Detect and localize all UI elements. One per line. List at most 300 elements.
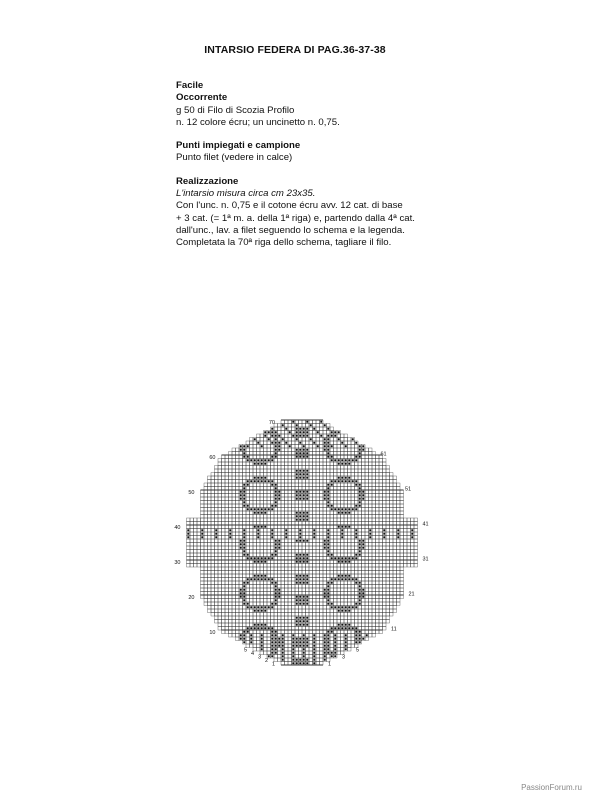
chart-cell [316,487,320,491]
chart-cell [278,455,282,459]
chart-filled-cell [355,641,357,643]
chart-cell [355,599,359,603]
chart-cell [383,469,387,473]
chart-cell [285,567,289,571]
chart-cell [288,511,292,515]
chart-cell [372,504,376,508]
chart-cell [334,599,338,603]
chart-filled-cell [254,477,256,479]
chart-filled-cell [338,508,340,510]
chart-cell [201,567,205,571]
chart-filled-cell [261,645,263,647]
chart-filled-cell [296,582,298,584]
chart-cell [369,546,373,550]
chart-cell [292,448,296,452]
chart-filled-cell [352,557,354,559]
chart-cell [341,539,345,543]
chart-cell [379,543,383,547]
chart-cell [330,616,334,620]
chart-filled-cell [299,645,301,647]
chart-cell [281,420,285,424]
chart-cell [334,630,338,634]
chart-cell [260,571,264,575]
chart-cell [215,487,219,491]
chart-cell [355,487,359,491]
chart-cell [264,494,268,498]
chart-cell [376,578,380,582]
chart-cell [246,539,250,543]
chart-cell [306,522,310,526]
chart-filled-cell [271,435,273,437]
chart-cell [232,473,236,477]
chart-cell [376,553,380,557]
chart-cell [320,452,324,456]
chart-cell [372,571,376,575]
chart-cell [344,543,348,547]
chart-filled-cell [271,655,273,657]
chart-cell [309,560,313,564]
chart-cell [236,515,240,519]
chart-filled-cell [250,508,252,510]
chart-filled-cell [254,459,256,461]
chart-cell [299,550,303,554]
chart-cell [260,553,264,557]
chart-cell [292,592,296,596]
chart-filled-cell [303,498,305,500]
chart-cell [309,476,313,480]
chart-cell [288,571,292,575]
chart-cell [379,627,383,631]
chart-cell [246,441,250,445]
chart-cell [386,609,390,613]
chart-filled-cell [215,533,217,535]
chart-filled-cell [243,585,245,587]
chart-filled-cell [362,596,364,598]
chart-filled-cell [324,442,326,444]
chart-cell [383,550,387,554]
chart-cell [285,620,289,624]
chart-cell [390,518,394,522]
chart-cell [400,578,404,582]
chart-cell [316,553,320,557]
chart-cell [222,564,226,568]
chart-filled-cell [299,578,301,580]
chart-cell [400,574,404,578]
chart-cell [281,518,285,522]
chart-cell [330,644,334,648]
chart-cell [337,613,341,617]
chart-cell [379,585,383,589]
chart-filled-cell [299,449,301,451]
chart-filled-cell [299,428,301,430]
chart-cell [278,616,282,620]
chart-cell [348,445,352,449]
chart-filled-cell [268,578,270,580]
chart-cell [285,613,289,617]
chart-cell [379,487,383,491]
chart-cell [208,567,212,571]
chart-cell [365,455,369,459]
chart-filled-cell [334,578,336,580]
chart-cell [372,466,376,470]
chart-cell [292,578,296,582]
chart-cell [316,651,320,655]
chart-filled-cell [313,662,315,664]
chart-filled-cell [334,645,336,647]
chart-cell [306,525,310,529]
chart-cell [222,595,226,599]
chart-filled-cell [327,505,329,507]
chart-filled-cell [247,508,249,510]
chart-cell [299,606,303,610]
chart-cell [383,518,387,522]
chart-cell [362,623,366,627]
chart-cell [407,546,411,550]
chart-cell [390,494,394,498]
chart-cell [316,581,320,585]
chart-cell [285,476,289,480]
chart-filled-cell [240,543,242,545]
chart-cell [281,462,285,466]
chart-cell [236,536,240,540]
chart-cell [260,515,264,519]
chart-cell [362,501,366,505]
chart-cell [246,532,250,536]
chart-cell [337,536,341,540]
chart-cell [271,571,275,575]
chart-cell [201,578,205,582]
chart-cell [386,546,390,550]
chart-cell [337,445,341,449]
chart-cell [239,623,243,627]
chart-cell [390,473,394,477]
chart-cell [313,564,317,568]
chart-cell [201,564,205,568]
chart-cell [320,606,324,610]
chart-filled-cell [334,652,336,654]
chart-cell [285,515,289,519]
chart-cell [204,511,208,515]
chart-cell [309,585,313,589]
chart-cell [383,578,387,582]
chart-cell [208,602,212,606]
chart-cell [376,557,380,561]
chart-cell [208,518,212,522]
chart-filled-cell [296,428,298,430]
chart-filled-cell [271,533,273,535]
chart-filled-cell [362,543,364,545]
chart-cell [225,476,229,480]
chart-cell [288,637,292,641]
chart-cell [274,511,278,515]
chart-cell [341,648,345,652]
chart-filled-cell [275,484,277,486]
chart-cell [400,504,404,508]
chart-cell [281,431,285,435]
chart-cell [334,543,338,547]
chart-filled-cell [334,648,336,650]
chart-cell [285,630,289,634]
chart-cell [341,585,345,589]
chart-filled-cell [345,575,347,577]
chart-filled-cell [331,459,333,461]
chart-cell [278,567,282,571]
chart-cell [369,490,373,494]
chart-cell [316,634,320,638]
chart-filled-cell [275,592,277,594]
chart-cell [320,483,324,487]
chart-cell [229,574,233,578]
chart-cell [215,606,219,610]
chart-cell [386,483,390,487]
chart-cell [229,546,233,550]
chart-cell [400,585,404,589]
chart-cell [344,630,348,634]
chart-filled-cell [271,578,273,580]
chart-filled-cell [275,452,277,454]
chart-filled-cell [303,624,305,626]
chart-cell [232,515,236,519]
chart-filled-cell [338,578,340,580]
chart-filled-cell [411,536,413,538]
chart-cell [383,511,387,515]
chart-cell [288,595,292,599]
chart-cell [239,581,243,585]
chart-cell [372,522,376,526]
chart-cell [386,504,390,508]
chart-cell [397,602,401,606]
chart-filled-cell [324,592,326,594]
chart-cell [334,452,338,456]
chart-cell [264,546,268,550]
row-label-left: 10 [209,629,216,636]
chart-cell [404,518,408,522]
chart-cell [222,571,226,575]
chart-cell [320,543,324,547]
chart-cell [330,448,334,452]
chart-cell [215,469,219,473]
chart-cell [365,466,369,470]
chart-filled-cell [282,634,284,636]
chart-cell [271,599,275,603]
chart-cell [292,438,296,442]
chart-cell [376,539,380,543]
chart-cell [288,522,292,526]
chart-filled-cell [313,641,315,643]
chart-cell [201,557,205,561]
chart-cell [267,497,271,501]
chart-cell [299,564,303,568]
chart-cell [218,469,222,473]
chart-cell [330,466,334,470]
chart-cell [365,560,369,564]
chart-cell [271,595,275,599]
chart-cell [190,564,194,568]
chart-cell [379,616,383,620]
chart-cell [243,508,247,512]
chart-filled-cell [359,494,361,496]
chart-cell [246,588,250,592]
chart-filled-cell [327,529,329,531]
chart-cell [334,525,338,529]
chart-cell [309,595,313,599]
chart-cell [285,525,289,529]
chart-filled-cell [362,491,364,493]
chart-filled-cell [324,655,326,657]
chart-filled-cell [261,508,263,510]
chart-cell [281,536,285,540]
chart-cell [236,448,240,452]
chart-cell [211,550,215,554]
chart-cell [225,553,229,557]
chart-cell [316,508,320,512]
chart-cell [246,469,250,473]
chart-filled-cell [278,435,280,437]
chart-cell [229,616,233,620]
chart-cell [316,585,320,589]
chart-cell [211,602,215,606]
chart-cell [225,459,229,463]
chart-filled-cell [243,445,245,447]
chart-cell [306,630,310,634]
chart-cell [204,497,208,501]
chart-cell [222,585,226,589]
chart-cell [295,501,299,505]
chart-cell [379,560,383,564]
chart-cell [362,504,366,508]
chart-cell [288,487,292,491]
chart-cell [348,592,352,596]
chart-cell [222,599,226,603]
chart-cell [379,515,383,519]
chart-cell [383,620,387,624]
chart-cell [372,543,376,547]
chart-cell [229,518,233,522]
chart-cell [271,620,275,624]
chart-cell [411,543,415,547]
chart-cell [271,550,275,554]
chart-cell [327,466,331,470]
chart-filled-cell [285,442,287,444]
chart-cell [222,539,226,543]
chart-filled-cell [201,533,203,535]
chart-cell [250,483,254,487]
chart-cell [351,620,355,624]
chart-filled-cell [355,634,357,636]
chart-cell [215,501,219,505]
chart-cell [379,546,383,550]
chart-cell [369,557,373,561]
chart-filled-cell [296,596,298,598]
chart-cell [278,606,282,610]
chart-filled-cell [313,638,315,640]
chart-cell [414,560,418,564]
chart-cell [236,487,240,491]
chart-cell [351,637,355,641]
chart-filled-cell [348,526,350,528]
chart-cell [369,578,373,582]
chart-cell [316,525,320,529]
chart-cell [211,585,215,589]
chart-cell [372,606,376,610]
chart-cell [337,595,341,599]
chart-cell [411,525,415,529]
difficulty-label: Facile [176,80,204,91]
chart-cell [215,490,219,494]
chart-filled-cell [243,491,245,493]
chart-cell [271,497,275,501]
chart-cell [320,480,324,484]
chart-filled-cell [334,627,336,629]
chart-cell [334,623,338,627]
chart-cell [344,595,348,599]
chart-cell [229,459,233,463]
chart-cell [330,588,334,592]
chart-cell [376,490,380,494]
chart-cell [407,536,411,540]
chart-cell [236,483,240,487]
chart-cell [313,497,317,501]
chart-cell [208,578,212,582]
chart-cell [362,557,366,561]
chart-cell [369,588,373,592]
chart-cell [390,588,394,592]
chart-cell [288,455,292,459]
chart-cell [393,599,397,603]
chart-cell [271,564,275,568]
chart-cell [218,606,222,610]
chart-cell [341,473,345,477]
chart-filled-cell [303,435,305,437]
chart-cell [316,602,320,606]
chart-filled-cell [306,575,308,577]
chart-cell [257,469,261,473]
chart-cell [288,553,292,557]
chart-cell [274,557,278,561]
chart-cell [400,518,404,522]
chart-filled-cell [334,641,336,643]
chart-filled-cell [327,592,329,594]
chart-filled-cell [359,547,361,549]
chart-cell [267,613,271,617]
chart-cell [288,651,292,655]
chart-filled-cell [341,459,343,461]
chart-cell [351,641,355,645]
chart-cell [362,483,366,487]
chart-filled-cell [296,452,298,454]
chart-cell [330,518,334,522]
chart-cell [355,522,359,526]
chart-filled-cell [296,557,298,559]
chart-cell [201,501,205,505]
chart-cell [341,567,345,571]
chart-filled-cell [243,599,245,601]
chart-cell [267,490,271,494]
chart-cell [372,529,376,533]
chart-cell [190,525,194,529]
chart-cell [355,490,359,494]
chart-cell [285,588,289,592]
chart-cell [351,585,355,589]
chart-cell [267,634,271,638]
chart-cell [348,487,352,491]
chart-cell [369,480,373,484]
chart-cell [257,550,261,554]
chart-cell [316,504,320,508]
chart-cell [386,613,390,617]
chart-cell [320,518,324,522]
chart-cell [341,487,345,491]
